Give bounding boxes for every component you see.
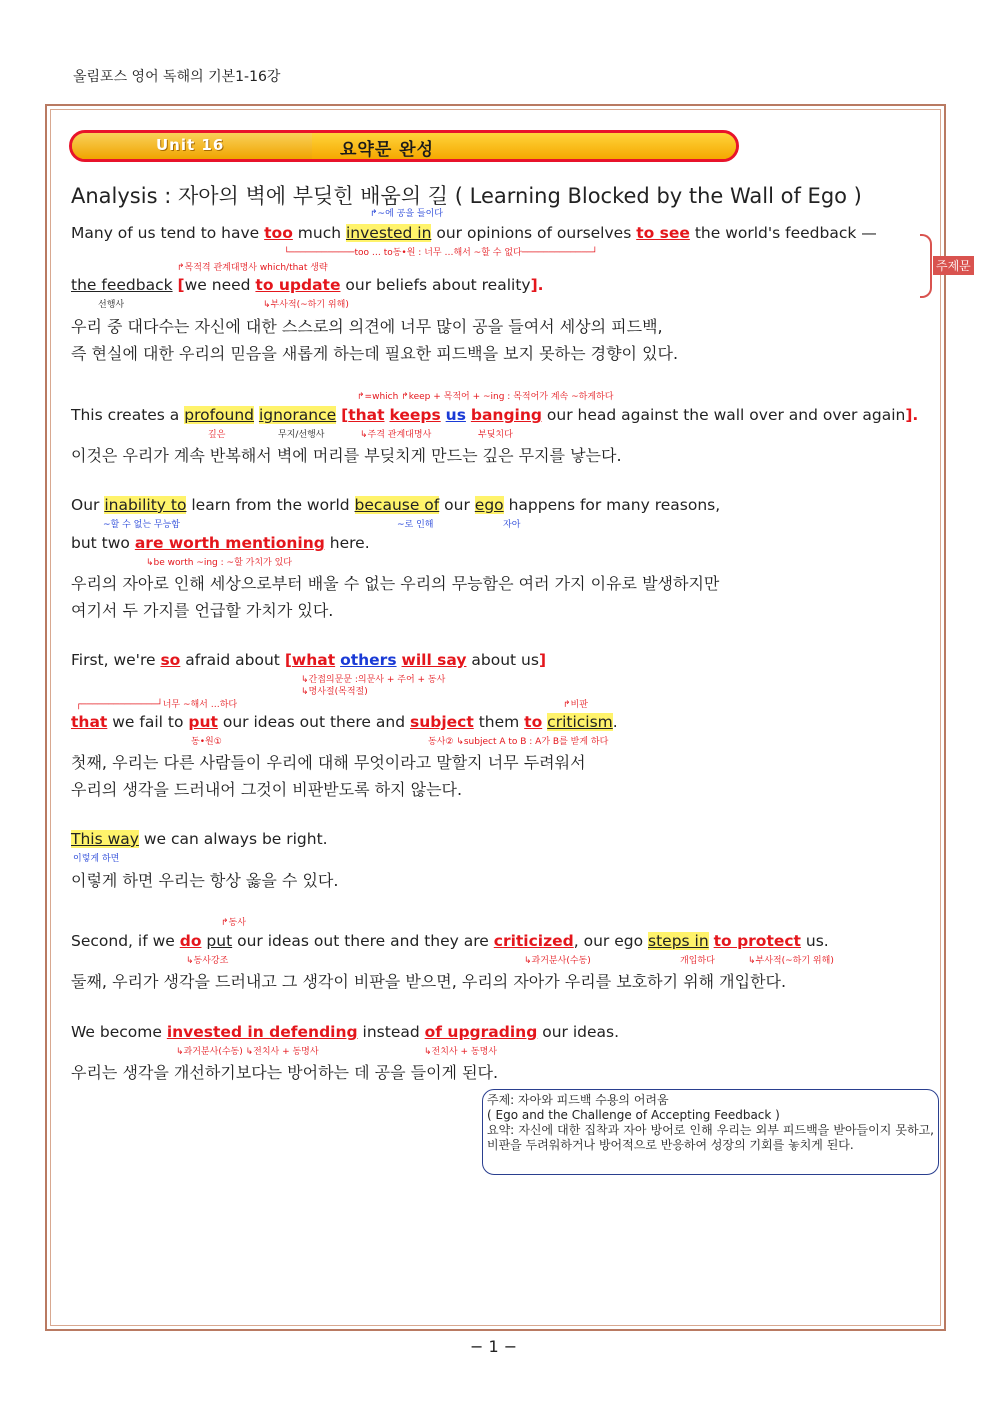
p2-korean-1: 이것은 우리가 계속 반복해서 벽에 머리를 부딪치게 만드는 깊은 무지를 낳는다. xyxy=(71,446,622,465)
phrase-because-of: because of xyxy=(354,496,440,514)
bracket-open: [ xyxy=(341,406,349,424)
keyword-to-protect: to protect xyxy=(713,932,801,950)
p4-korean-1: 첫째, 우리는 다른 사람들이 우리에 대해 무엇이라고 말할지 너무 두려워서 xyxy=(71,753,586,772)
text: about us xyxy=(466,651,539,669)
p7-sentence-1 xyxy=(71,1023,619,1041)
p4-korean-2: 우리의 생각을 드러내어 그것이 비판받도록 하지 않는다. xyxy=(71,780,463,799)
note-indirect-question: ↳간접의문문 :의문사 + 주어 + 동사 xyxy=(301,675,446,685)
summary-box xyxy=(482,1089,939,1175)
text: much xyxy=(292,224,346,242)
text: our ideas out there and they are xyxy=(232,932,494,950)
p3-korean-2: 여기서 두 가지를 언급할 가치가 있다. xyxy=(71,601,334,620)
p1-sentence-1 xyxy=(71,224,877,242)
keyword-keeps: keeps xyxy=(389,406,441,424)
note-intervene: 개입하다 xyxy=(680,956,715,966)
p1-sentence-2 xyxy=(71,276,544,294)
bracket-open: [ xyxy=(177,276,185,294)
bracket-open: [ xyxy=(284,651,292,669)
note-be-worth: ↳be worth ~ing : ~할 가치가 있다 xyxy=(146,558,292,568)
phrase-invested-in-defending: invested in defending xyxy=(166,1023,358,1041)
p3-sentence-2 xyxy=(71,534,370,552)
text: us. xyxy=(800,932,829,950)
keyword-us: us xyxy=(445,406,466,424)
note-pp-prep: ↳과거분사(수동) ↳전치사 + 동명사 xyxy=(176,1047,319,1057)
note-which: ↱=which ↱keep + 목적어 + ~ing : 목적어가 계속 ~하게하다 xyxy=(357,392,614,402)
summary-topic-english: ( Ego and the Challenge of Accepting Feedback ) xyxy=(487,1108,780,1122)
keyword-to: to xyxy=(524,713,543,731)
p1-korean-1: 우리 중 대다수는 자신에 대한 스스로의 의견에 너무 많이 공을 들여서 세상의 피드백, xyxy=(71,317,663,336)
note-prep-gerund: ↳전치사 + 동명사 xyxy=(424,1047,497,1057)
note-ego: 자아 xyxy=(503,520,521,530)
note-ignorance: 무지/선행사 xyxy=(278,430,325,440)
phrase-inability-to: inability to xyxy=(104,496,187,514)
keyword-so: so xyxy=(160,651,181,669)
keyword-that: that xyxy=(71,713,108,731)
summary-topic: 주제: 자아와 피드백 수용의 어려움 xyxy=(487,1093,669,1107)
note-verb: ↱동사 xyxy=(221,918,246,928)
note-so-that: ┌──────────────┘너무 ~해서 …하다 xyxy=(76,700,238,710)
banner-heading: 요약문 완성 xyxy=(340,140,435,160)
keyword-criticized: criticized xyxy=(493,932,574,950)
text: them xyxy=(473,713,525,731)
text: our ideas out there and xyxy=(217,713,410,731)
text: our ideas. xyxy=(537,1023,620,1041)
text: We become xyxy=(71,1023,167,1041)
text: happens for many reasons, xyxy=(503,496,721,514)
p3-sentence-1 xyxy=(71,496,720,514)
note-purpose: ↳부사적(~하기 위해) xyxy=(748,956,834,966)
phrase-are-worth-mentioning: are worth mentioning xyxy=(134,534,325,552)
keyword-others: others xyxy=(340,651,397,669)
word-criticism: criticism xyxy=(547,713,613,731)
text: we need xyxy=(184,276,256,294)
keyword-too: too xyxy=(264,224,293,242)
summary-text: 요약: 자신에 대한 집착과 자아 방어로 인해 우리는 외부 피드백을 받아들이지 못하고, 비판을 두려워하거나 방어적으로 반응하여 성장의 기회를 놓치게 된다. xyxy=(487,1123,934,1152)
keyword-that: that xyxy=(348,406,385,424)
topic-brace xyxy=(920,234,932,298)
text: learn from the world xyxy=(186,496,355,514)
note-subject: 동사② ↳subject A to B : A가 B를 받게 하다 xyxy=(428,737,609,747)
text: we can always be right. xyxy=(138,830,328,848)
bracket-close: ] xyxy=(538,651,547,669)
note-invested-in: ↱~에 공을 들이다 xyxy=(370,209,443,219)
text: our xyxy=(439,496,475,514)
keyword-what: what xyxy=(291,651,336,669)
text: our beliefs about reality xyxy=(340,276,531,294)
keyword-banging: banging xyxy=(470,406,542,424)
phrase-this-way: This way xyxy=(71,830,139,848)
text: our head against the wall over and over again xyxy=(542,406,906,424)
note-subject-relative: ↳주격 관계대명사 xyxy=(360,430,432,440)
p3-korean-1: 우리의 자아로 인해 세상으로부터 배울 수 없는 우리의 무능함은 여러 가지 이유로 발생하지만 xyxy=(71,574,720,593)
text: Our xyxy=(71,496,105,514)
phrase-steps-in: steps in xyxy=(648,932,709,950)
note-too-to: └────────────too … to동•원 : 너무 …해서 ~할 수 없다─────────────┘ xyxy=(284,248,598,258)
unit-label: Unit 16 xyxy=(156,136,225,154)
text: . xyxy=(612,713,618,731)
text: afraid about xyxy=(180,651,285,669)
bracket-close: ]. xyxy=(530,276,544,294)
text: , our ego xyxy=(573,932,648,950)
word-put: put xyxy=(206,932,233,950)
note-antecedent: 선행사 xyxy=(98,300,125,310)
text: Many of us tend to have xyxy=(71,224,265,242)
note-past-participle: ↳과거분사(수동) xyxy=(524,956,591,966)
note-inability: ~할 수 없는 무능함 xyxy=(103,520,180,530)
note-emphasis: ↳동사강조 xyxy=(186,956,229,966)
note-this-way: 이렇게 하면 xyxy=(73,854,120,864)
keyword-will-say: will say xyxy=(401,651,467,669)
phrase-invested-in: invested in xyxy=(345,224,432,242)
note-bang: 부딪치다 xyxy=(478,430,513,440)
p6-korean-1: 둘째, 우리가 생각을 드러내고 그 생각이 비판을 받으면, 우리의 자아가 우리를 보호하기 위해 개입한다. xyxy=(71,972,787,991)
word-profound: profound xyxy=(184,406,255,424)
word-ego: ego xyxy=(474,496,504,514)
text: the world's feedback — xyxy=(689,224,877,242)
text: First, we're xyxy=(71,651,161,669)
word-ignorance: ignorance xyxy=(258,406,337,424)
p6-sentence-1 xyxy=(71,932,829,950)
note-because: ~로 인해 xyxy=(397,520,434,530)
p4-sentence-1 xyxy=(71,651,546,669)
p5-sentence-1 xyxy=(71,830,328,848)
page-number: − 1 − xyxy=(470,1337,518,1356)
note-put: 동•원① xyxy=(191,737,222,747)
text: This creates a xyxy=(71,406,185,424)
keyword-put: put xyxy=(188,713,218,731)
unit-banner xyxy=(69,130,739,162)
note-adverbial: ↳부사적(~하기 위해) xyxy=(263,300,349,310)
text: here. xyxy=(324,534,370,552)
note-noun-clause: ↳명사절(목적절) xyxy=(301,687,368,697)
text: instead xyxy=(357,1023,425,1041)
bracket-close: ]. xyxy=(905,406,919,424)
analysis-title: Analysis : 자아의 벽에 부딪힌 배움의 길 ( Learning Blocked by the Wall of Ego ) xyxy=(71,184,862,208)
document-header: 올림포스 영어 독해의 기본1-16강 xyxy=(73,69,281,85)
p5-korean-1: 이렇게 하면 우리는 항상 옳을 수 있다. xyxy=(71,871,339,890)
keyword-to-see: to see xyxy=(636,224,690,242)
p7-korean-1: 우리는 생각을 개선하기보다는 방어하는 데 공을 들이게 된다. xyxy=(71,1063,499,1082)
keyword-do: do xyxy=(179,932,202,950)
text: our opinions of ourselves xyxy=(431,224,637,242)
note-criticism: ↱비판 xyxy=(563,700,588,710)
phrase-the-feedback: the feedback xyxy=(71,276,173,294)
topic-sentence-label: 주제문 xyxy=(933,256,974,275)
text: we fail to xyxy=(107,713,189,731)
p2-sentence-1 xyxy=(71,406,918,424)
note-relative: ↱목적격 관계대명사 which/that 생략 xyxy=(177,263,328,273)
p4-sentence-2 xyxy=(71,713,618,731)
p1-korean-2: 즉 현실에 대한 우리의 믿음을 새롭게 하는데 필요한 피드백을 보지 못하는 경향이 있다. xyxy=(71,344,679,363)
keyword-to-update: to update xyxy=(255,276,341,294)
text: Second, if we xyxy=(71,932,180,950)
phrase-of-upgrading: of upgrading xyxy=(424,1023,538,1041)
note-deep: 깊은 xyxy=(208,430,226,440)
keyword-subject: subject xyxy=(410,713,474,731)
text: but two xyxy=(71,534,135,552)
